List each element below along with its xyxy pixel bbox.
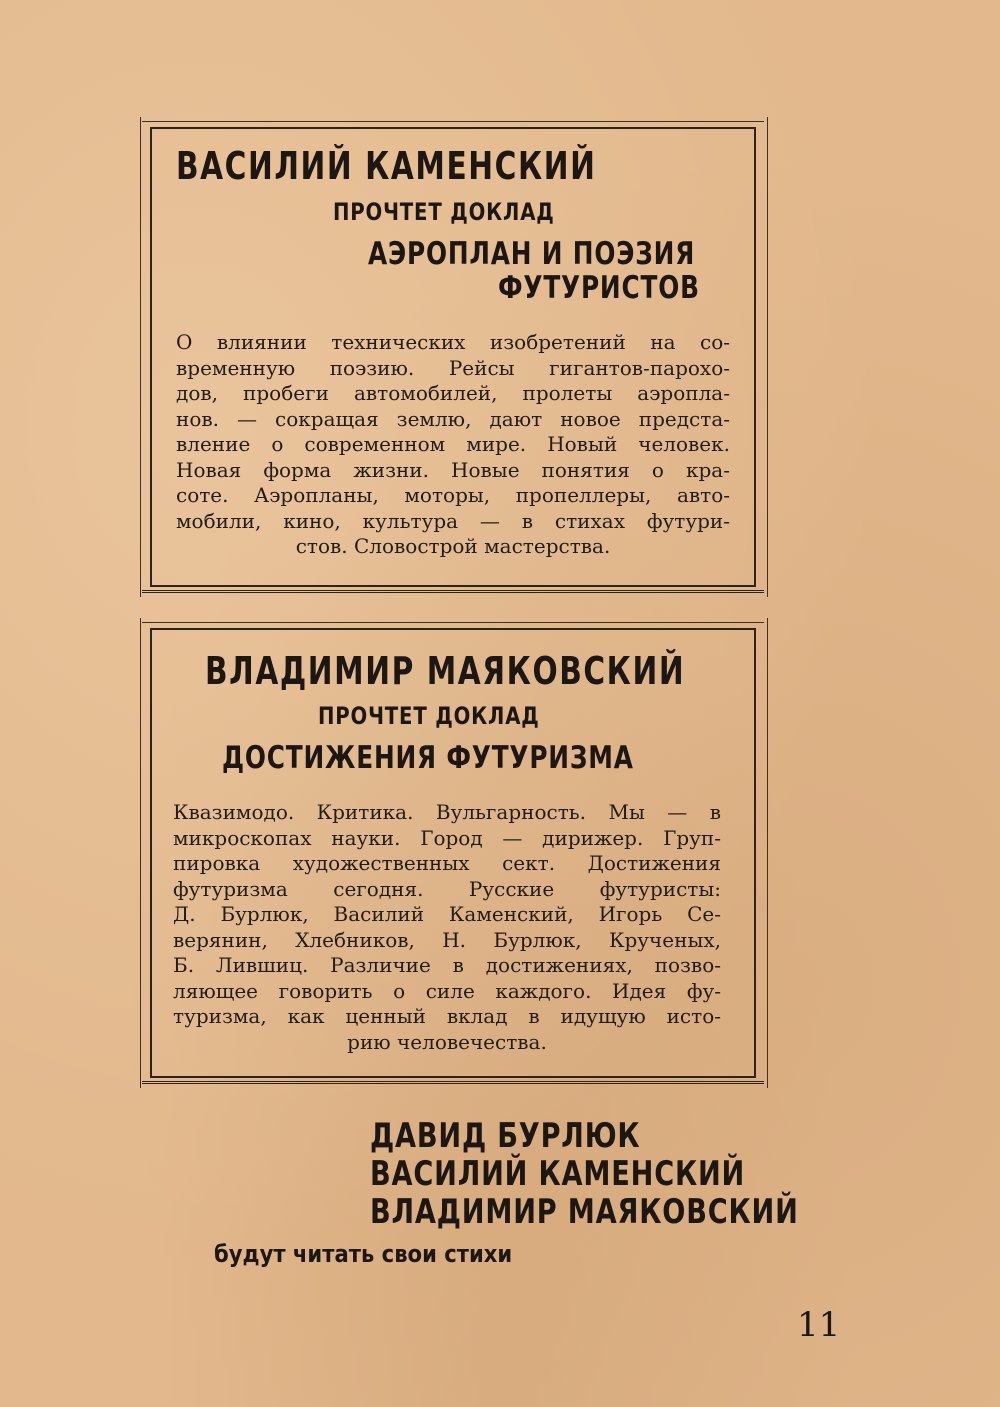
block2-body-line: рию человечества. [347,1029,547,1054]
block1-action: ПРОЧТЕТ ДОКЛАД [333,198,555,226]
block2-body-line: Квазимодо. Критика. Вульгарность. Мы — в [173,800,721,824]
poet-name: ВАСИЛИЙ КАМЕНСКИЙ [370,1154,746,1194]
block2-body-line: туризма, как ценный вклад в идущую исто- [173,1004,721,1028]
poet-name: ДАВИД БУРЛЮК [370,1116,641,1156]
block1-topic-line2: ФУТУРИСТОВ [498,270,700,306]
block1-speaker: ВАСИЛИЙ КАМЕНСКИЙ [176,144,597,188]
block2-body-line: Б. Лившиц. Различие в достижениях, позво- [173,953,721,977]
block1-body-line: временную поэзию. Рейсы гигантов-парохо- [176,355,730,380]
block1-body-line: Новая форма жизни. Новые понятия о кра- [176,457,730,482]
block1-body-line: О влиянии технических изобретений на со- [176,330,730,354]
block1-body [176,330,730,560]
block1-topic-line1: АЭРОПЛАН И ПОЭЗИЯ [368,236,696,272]
block2-body-line: Д. Бурлюк, Василий Каменский, Игорь Се- [173,902,721,926]
block2-speaker: ВЛАДИМИР МАЯКОВСКИЙ [205,649,686,693]
will-read-text: будут читать свои стихи [214,1240,513,1268]
block1-body-line: соте. Аэропланы, моторы, пропеллеры, авто- [176,483,730,507]
block2-body-line: верянин, Хлебников, Н. Бурлюк, Крученых, [173,927,721,952]
block2-action: ПРОЧТЕТ ДОКЛАД [318,702,540,730]
block1-body-line: стов. Словострой мастерства. [295,534,611,558]
poet-name: ВЛАДИМИР МАЯКОВСКИЙ [370,1192,799,1232]
block1-body-line: нов. — сокращая землю, дают новое предста- [176,406,730,431]
block1-body-line: вление о современном мире. Новый человек. [176,432,730,456]
block2-body-line: пировка художественных сект. Достижения [173,851,721,875]
block1-body-line: дов, пробеги автомобилей, пролеты аэропла- [176,381,730,405]
block2-body-line: ляющее говорить о силе каждого. Идея фу- [173,978,721,1003]
block2-body [173,800,721,1055]
block2-body-line: футуризма сегодня. Русские футуристы: [173,876,721,901]
block1-body-line: мобили, кино, культура — в стихах футури- [176,508,730,533]
page-number: 11 [797,1305,841,1345]
block2-body-line: микроскопах науки. Город — дирижер. Груп- [173,825,721,850]
block2-topic: ДОСТИЖЕНИЯ ФУТУРИЗМА [222,740,634,776]
